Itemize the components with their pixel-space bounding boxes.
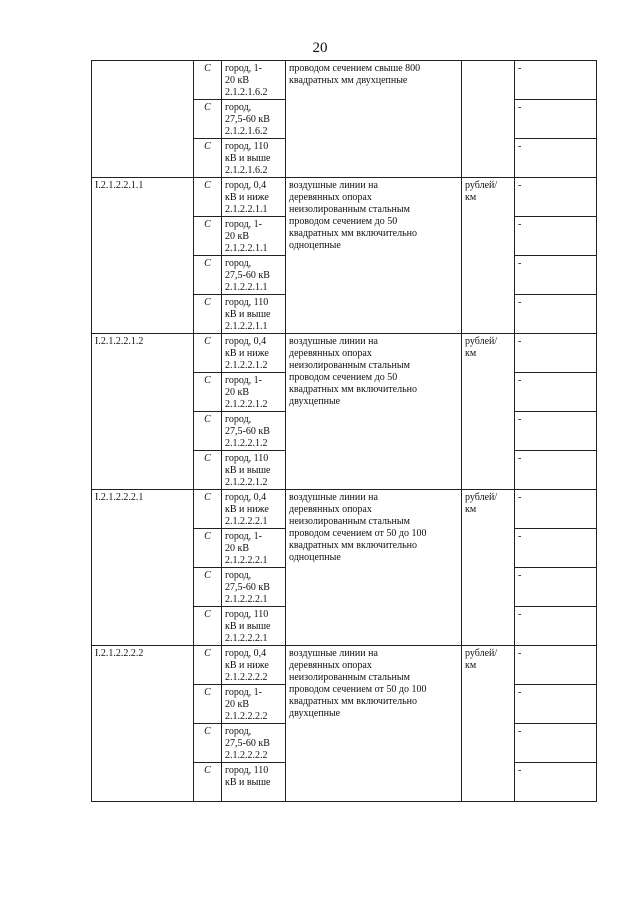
unit-text: км — [465, 504, 477, 515]
category-letter-cell: С — [194, 61, 222, 100]
voltage-zone-line: город, 0,4 — [225, 180, 267, 191]
voltage-zone-line: 2.1.2.2.2.1 — [225, 516, 268, 527]
line-description-text: квадратных мм двухцепные — [289, 75, 408, 86]
voltage-zone-line: 20 кВ — [225, 75, 250, 86]
unit-text: км — [465, 660, 477, 671]
voltage-zone-line: 20 кВ — [225, 387, 250, 398]
line-description-cell — [286, 646, 462, 802]
line-description-text: деревянных опорах — [289, 348, 372, 359]
unit-cell — [462, 61, 515, 178]
voltage-zone-line: город, 1- — [225, 63, 262, 74]
item-code-cell: I.2.1.2.2.2.2 — [92, 646, 194, 802]
line-description-text: неизолированным стальным — [289, 672, 410, 683]
tariff-table — [91, 60, 597, 802]
voltage-zone-cell — [222, 607, 286, 646]
category-letter-cell: С — [194, 724, 222, 763]
voltage-zone-cell — [222, 568, 286, 607]
table-row — [92, 61, 597, 100]
voltage-zone-cell — [222, 529, 286, 568]
line-description-text: квадратных мм включительно — [289, 540, 418, 551]
voltage-zone-cell — [222, 451, 286, 490]
voltage-zone-cell — [222, 61, 286, 100]
voltage-zone-cell — [222, 334, 286, 373]
voltage-zone-cell — [222, 295, 286, 334]
line-description-text: проводом сечением до 50 — [289, 372, 398, 383]
line-description-text: проводом сечением до 50 — [289, 216, 398, 227]
category-letter-cell: С — [194, 256, 222, 295]
unit-cell — [462, 490, 515, 646]
rate-value-cell: - — [515, 763, 597, 802]
category-letter-cell: С — [194, 685, 222, 724]
category-letter-cell: С — [194, 178, 222, 217]
line-description-text: проводом сечением от 50 до 100 — [289, 684, 427, 695]
rate-value-cell: - — [515, 451, 597, 490]
unit-cell — [462, 334, 515, 490]
line-description-text: проводом сечением от 50 до 100 — [289, 528, 427, 539]
voltage-zone-line: кВ и выше — [225, 465, 271, 476]
voltage-zone-cell — [222, 100, 286, 139]
voltage-zone-line: 2.1.2.2.1.1 — [225, 321, 268, 332]
category-letter-cell: С — [194, 529, 222, 568]
line-description-text: одноцепные — [289, 240, 341, 251]
voltage-zone-line: 27,5-60 кВ — [225, 270, 270, 281]
voltage-zone-line: 2.1.2.2.2.1 — [225, 555, 268, 566]
rate-value-cell: - — [515, 61, 597, 100]
voltage-zone-line: город, 110 — [225, 765, 269, 776]
rate-value-cell: - — [515, 646, 597, 685]
voltage-zone-cell — [222, 373, 286, 412]
voltage-zone-cell — [222, 178, 286, 217]
line-description-text: двухцепные — [289, 708, 341, 719]
item-code-cell: I.2.1.2.2.1.2 — [92, 334, 194, 490]
voltage-zone-line: город, 110 — [225, 609, 269, 620]
voltage-zone-cell — [222, 139, 286, 178]
voltage-zone-line: кВ и выше — [225, 153, 271, 164]
voltage-zone-line: 2.1.2.2.1.1 — [225, 243, 268, 254]
unit-cell — [462, 178, 515, 334]
voltage-zone-cell — [222, 646, 286, 685]
rate-value-cell: - — [515, 256, 597, 295]
line-description-text: воздушные линии на — [289, 492, 378, 503]
voltage-zone-line: 27,5-60 кВ — [225, 426, 270, 437]
unit-text: рублей/ — [465, 648, 498, 659]
voltage-zone-line: кВ и выше — [225, 621, 271, 632]
category-letter-cell: С — [194, 568, 222, 607]
rate-value-cell: - — [515, 217, 597, 256]
line-description-text: деревянных опорах — [289, 192, 372, 203]
voltage-zone-line: город, 0,4 — [225, 492, 267, 503]
voltage-zone-line: 20 кВ — [225, 543, 250, 554]
category-letter-cell: С — [194, 412, 222, 451]
tariff-table-body — [92, 61, 597, 802]
rate-value-cell: - — [515, 178, 597, 217]
rate-value-cell: - — [515, 490, 597, 529]
voltage-zone-line: город, 1- — [225, 687, 262, 698]
voltage-zone-line: 2.1.2.2.2.1 — [225, 633, 268, 644]
voltage-zone-line: 20 кВ — [225, 699, 250, 710]
voltage-zone-line: 2.1.2.2.1.1 — [225, 204, 268, 215]
voltage-zone-line: 2.1.2.2.2.1 — [225, 594, 268, 605]
line-description-text: воздушные линии на — [289, 336, 378, 347]
rate-value-cell: - — [515, 568, 597, 607]
voltage-zone-line: 2.1.2.2.1.2 — [225, 438, 268, 449]
table-row — [92, 178, 597, 217]
category-letter-cell: С — [194, 295, 222, 334]
line-description-text: деревянных опорах — [289, 504, 372, 515]
item-code-cell — [92, 61, 194, 178]
rate-value-cell: - — [515, 334, 597, 373]
line-description-text: деревянных опорах — [289, 660, 372, 671]
rate-value-cell: - — [515, 295, 597, 334]
unit-text: рублей/ — [465, 336, 498, 347]
line-description-text: квадратных мм включительно — [289, 696, 418, 707]
voltage-zone-line: 2.1.2.2.1.1 — [225, 282, 268, 293]
item-code-cell: I.2.1.2.2.2.1 — [92, 490, 194, 646]
voltage-zone-line: город, 1- — [225, 375, 262, 386]
line-description-cell — [286, 61, 462, 178]
voltage-zone-line: кВ и ниже — [225, 192, 269, 203]
line-description-text: неизолированным стальным — [289, 204, 410, 215]
line-description-text: воздушные линии на — [289, 180, 378, 191]
voltage-zone-line: 2.1.2.2.2.2 — [225, 711, 268, 722]
unit-cell — [462, 646, 515, 802]
voltage-zone-cell — [222, 412, 286, 451]
voltage-zone-line: город, — [225, 414, 252, 425]
unit-text: рублей/ — [465, 492, 498, 503]
line-description-text: неизолированным стальным — [289, 516, 410, 527]
line-description-cell — [286, 490, 462, 646]
voltage-zone-line: 2.1.2.2.2.2 — [225, 672, 268, 683]
category-letter-cell: С — [194, 334, 222, 373]
page-number: 20 — [312, 40, 328, 56]
rate-value-cell: - — [515, 373, 597, 412]
category-letter-cell: С — [194, 490, 222, 529]
voltage-zone-line: город, 1- — [225, 531, 262, 542]
voltage-zone-cell — [222, 763, 286, 802]
rate-value-cell: - — [515, 529, 597, 568]
line-description-text: воздушные линии на — [289, 648, 378, 659]
voltage-zone-cell — [222, 256, 286, 295]
voltage-zone-line: 2.1.2.2.1.2 — [225, 477, 268, 488]
voltage-zone-line: город, — [225, 102, 252, 113]
voltage-zone-line: 2.1.2.2.1.2 — [225, 399, 268, 410]
voltage-zone-line: 2.1.2.1.6.2 — [225, 165, 268, 176]
line-description-text: квадратных мм включительно — [289, 384, 418, 395]
voltage-zone-line: город, 110 — [225, 297, 269, 308]
voltage-zone-line: город, 110 — [225, 453, 269, 464]
rate-value-cell: - — [515, 412, 597, 451]
rate-value-cell: - — [515, 724, 597, 763]
category-letter-cell: С — [194, 763, 222, 802]
voltage-zone-line: кВ и выше — [225, 777, 271, 788]
table-row — [92, 490, 597, 529]
line-description-text: квадратных мм включительно — [289, 228, 418, 239]
voltage-zone-line: кВ и ниже — [225, 504, 269, 515]
voltage-zone-line: 27,5-60 кВ — [225, 582, 270, 593]
voltage-zone-line: город, 0,4 — [225, 336, 267, 347]
voltage-zone-line: кВ и выше — [225, 309, 271, 320]
voltage-zone-cell — [222, 685, 286, 724]
voltage-zone-line: 2.1.2.2.1.2 — [225, 360, 268, 371]
category-letter-cell: С — [194, 451, 222, 490]
category-letter-cell: С — [194, 607, 222, 646]
voltage-zone-line: 2.1.2.1.6.2 — [225, 126, 268, 137]
line-description-cell — [286, 334, 462, 490]
voltage-zone-line: кВ и ниже — [225, 348, 269, 359]
line-description-cell — [286, 178, 462, 334]
line-description-text: двухцепные — [289, 396, 341, 407]
unit-text: км — [465, 348, 477, 359]
table-row — [92, 334, 597, 373]
rate-value-cell: - — [515, 607, 597, 646]
rate-value-cell: - — [515, 139, 597, 178]
line-description-text: проводом сечением свыше 800 — [289, 63, 421, 74]
category-letter-cell: С — [194, 100, 222, 139]
voltage-zone-cell — [222, 724, 286, 763]
category-letter-cell: С — [194, 217, 222, 256]
voltage-zone-line: кВ и ниже — [225, 660, 269, 671]
unit-text: км — [465, 192, 477, 203]
voltage-zone-cell — [222, 217, 286, 256]
voltage-zone-line: 2.1.2.1.6.2 — [225, 87, 268, 98]
voltage-zone-line: город, — [225, 258, 252, 269]
voltage-zone-line: 2.1.2.2.2.2 — [225, 750, 268, 761]
voltage-zone-cell — [222, 490, 286, 529]
line-description-text: одноцепные — [289, 552, 341, 563]
rate-value-cell: - — [515, 685, 597, 724]
voltage-zone-line: город, 0,4 — [225, 648, 267, 659]
item-code-cell: I.2.1.2.2.1.1 — [92, 178, 194, 334]
rate-value-cell: - — [515, 100, 597, 139]
voltage-zone-line: город, — [225, 726, 252, 737]
voltage-zone-line: 27,5-60 кВ — [225, 114, 270, 125]
voltage-zone-line: 20 кВ — [225, 231, 250, 242]
line-description-text: неизолированным стальным — [289, 360, 410, 371]
unit-text: рублей/ — [465, 180, 498, 191]
category-letter-cell: С — [194, 373, 222, 412]
voltage-zone-line: город, 110 — [225, 141, 269, 152]
table-row — [92, 646, 597, 685]
voltage-zone-line: город, 1- — [225, 219, 262, 230]
voltage-zone-line: город, — [225, 570, 252, 581]
category-letter-cell: С — [194, 139, 222, 178]
category-letter-cell: С — [194, 646, 222, 685]
voltage-zone-line: 27,5-60 кВ — [225, 738, 270, 749]
